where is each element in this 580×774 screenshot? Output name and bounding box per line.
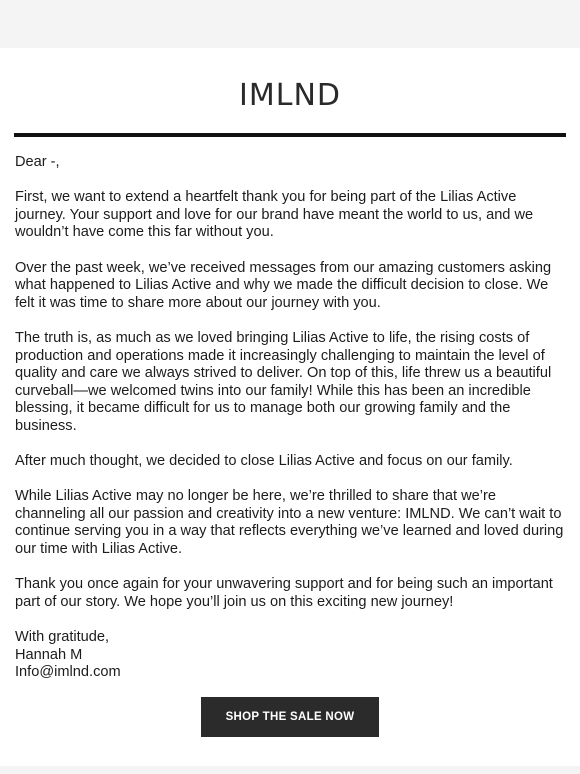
signoff-email[interactable]: Info@imlnd.com — [15, 664, 121, 681]
letter-body — [15, 154, 567, 682]
header-divider — [14, 133, 566, 137]
signoff — [15, 629, 567, 682]
paragraph-thank-you: First, we want to extend a heartfelt thank you for being part of the Lilias Active journey. Your support and love for our brand have meant the world to us, and we wouldn’t have come this far without you. — [15, 189, 534, 241]
paragraph-closing-thanks: Thank you once again for your unwavering support and for being such an important part of our story. We hope you’ll join us on this exciting new journey! — [15, 576, 553, 610]
paragraph-truth: The truth is, as much as we loved bringing Lilias Active to life, the rising costs of production and operations made it increasingly challenging to maintain the level of quality and care we always strived to deliver. On top of this, life threw us a beautiful curveball—we welcomed twins into our family! While this has been an incredible blessing, it became difficult for us to manage both our growing family and the business. — [15, 329, 552, 434]
paragraph-new-venture: While Lilias Active may no longer be here, we’re thrilled to share that we’re channeling all our passion and creativity into a new venture: IMLND. We can’t wait to continue serving you in a way that reflects everything we’ve learned and loved during our time with Lilias Active. — [15, 488, 564, 558]
signoff-closing: With gratitude, — [15, 629, 110, 646]
brand-logo[interactable]: IMLND — [239, 78, 341, 113]
bottom-background-band — [0, 766, 580, 774]
greeting: Dear -, — [15, 154, 60, 170]
top-background-band — [0, 0, 580, 48]
paragraph-customer-messages: Over the past week, we’ve received messages from our amazing customers asking what happened to Lilias Active and why we made the difficult decision to close. We felt it was time to share more about our journey with you. — [15, 259, 552, 311]
email-card — [0, 48, 580, 766]
shop-sale-button[interactable]: SHOP THE SALE NOW — [201, 697, 379, 737]
signoff-name: Hannah M — [15, 646, 83, 663]
paragraph-decision: After much thought, we decided to close Lilias Active and focus on our family. — [15, 453, 513, 470]
